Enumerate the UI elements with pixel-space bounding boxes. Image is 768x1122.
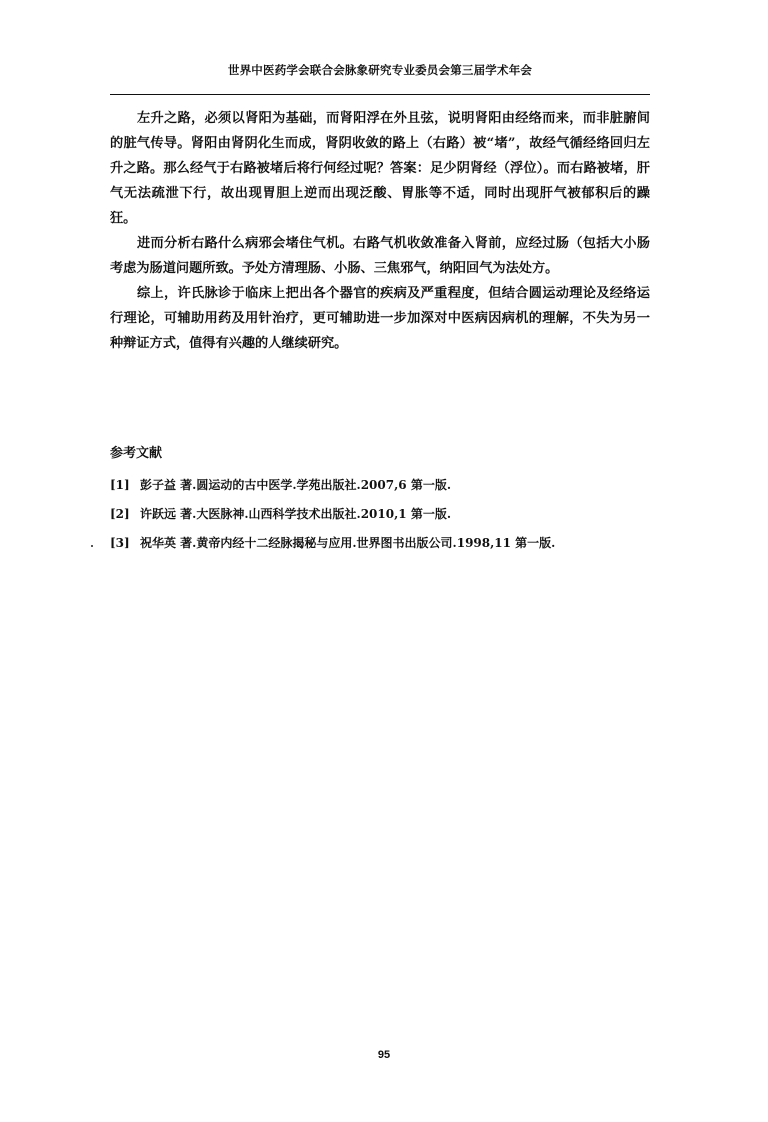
paragraph: 综上，许氏脉诊于临床上把出各个器官的疾病及严重程度，但结合圆运动理论及经络运行理论，可辅助用药及用针治疗，更可辅助进一步加深对中医病因病机的理解，不失为另一种辩证方式，值得有兴趣的人继续研究。 (110, 286, 650, 351)
page-number: 95 (377, 1049, 391, 1061)
reference-number: [1] (110, 478, 130, 492)
reference-item (110, 529, 670, 558)
reference-list (110, 471, 670, 558)
header-rule (110, 94, 650, 95)
reference-text: 祝华英 著.黄帝内经十二经脉揭秘与应用.世界图书出版公司.1998,11 第一版. (140, 536, 556, 550)
running-header: 世界中医药学会联合会脉象研究专业委员会第三届学术年会 (227, 63, 533, 77)
body-text (110, 106, 650, 356)
reference-item (110, 500, 670, 529)
reference-text: 许跃远 著.大医脉神.山西科学技术出版社.2010,1 第一版. (140, 507, 451, 521)
paragraph: 左升之路，必须以肾阳为基础，而肾阳浮在外且弦，说明肾阳由经络而来，而非脏腑间的脏气传导。肾阳由肾阴化生而成，肾阴收敛的路上（右路）被“堵”，故经气循经络回归左升之路。那么经气于右路被堵后将行何经过呢？答案：足少阴肾经（浮位）。而右路被堵，肝气无法疏泄下行，故出现胃胆上逆而出现泛酸、胃胀等不适，同时出现肝气被郁积后的躁狂。 (110, 111, 650, 226)
reference-number: [3] (110, 536, 130, 550)
reference-item (110, 471, 670, 500)
reference-number: [2] (110, 507, 130, 521)
reference-text: 彭子益 著.圆运动的古中医学.学苑出版社.2007,6 第一版. (140, 478, 451, 492)
margin-mark (91, 545, 93, 547)
paragraph: 进而分析右路什么病邪会堵住气机。右路气机收敛准备入肾前，应经过肠（包括大小肠考虑为肠道问题所致。予处方清理肠、小肠、三焦邪气，纳阳回气为法处方。 (110, 236, 650, 276)
references-title: 参考文献 (110, 446, 163, 461)
